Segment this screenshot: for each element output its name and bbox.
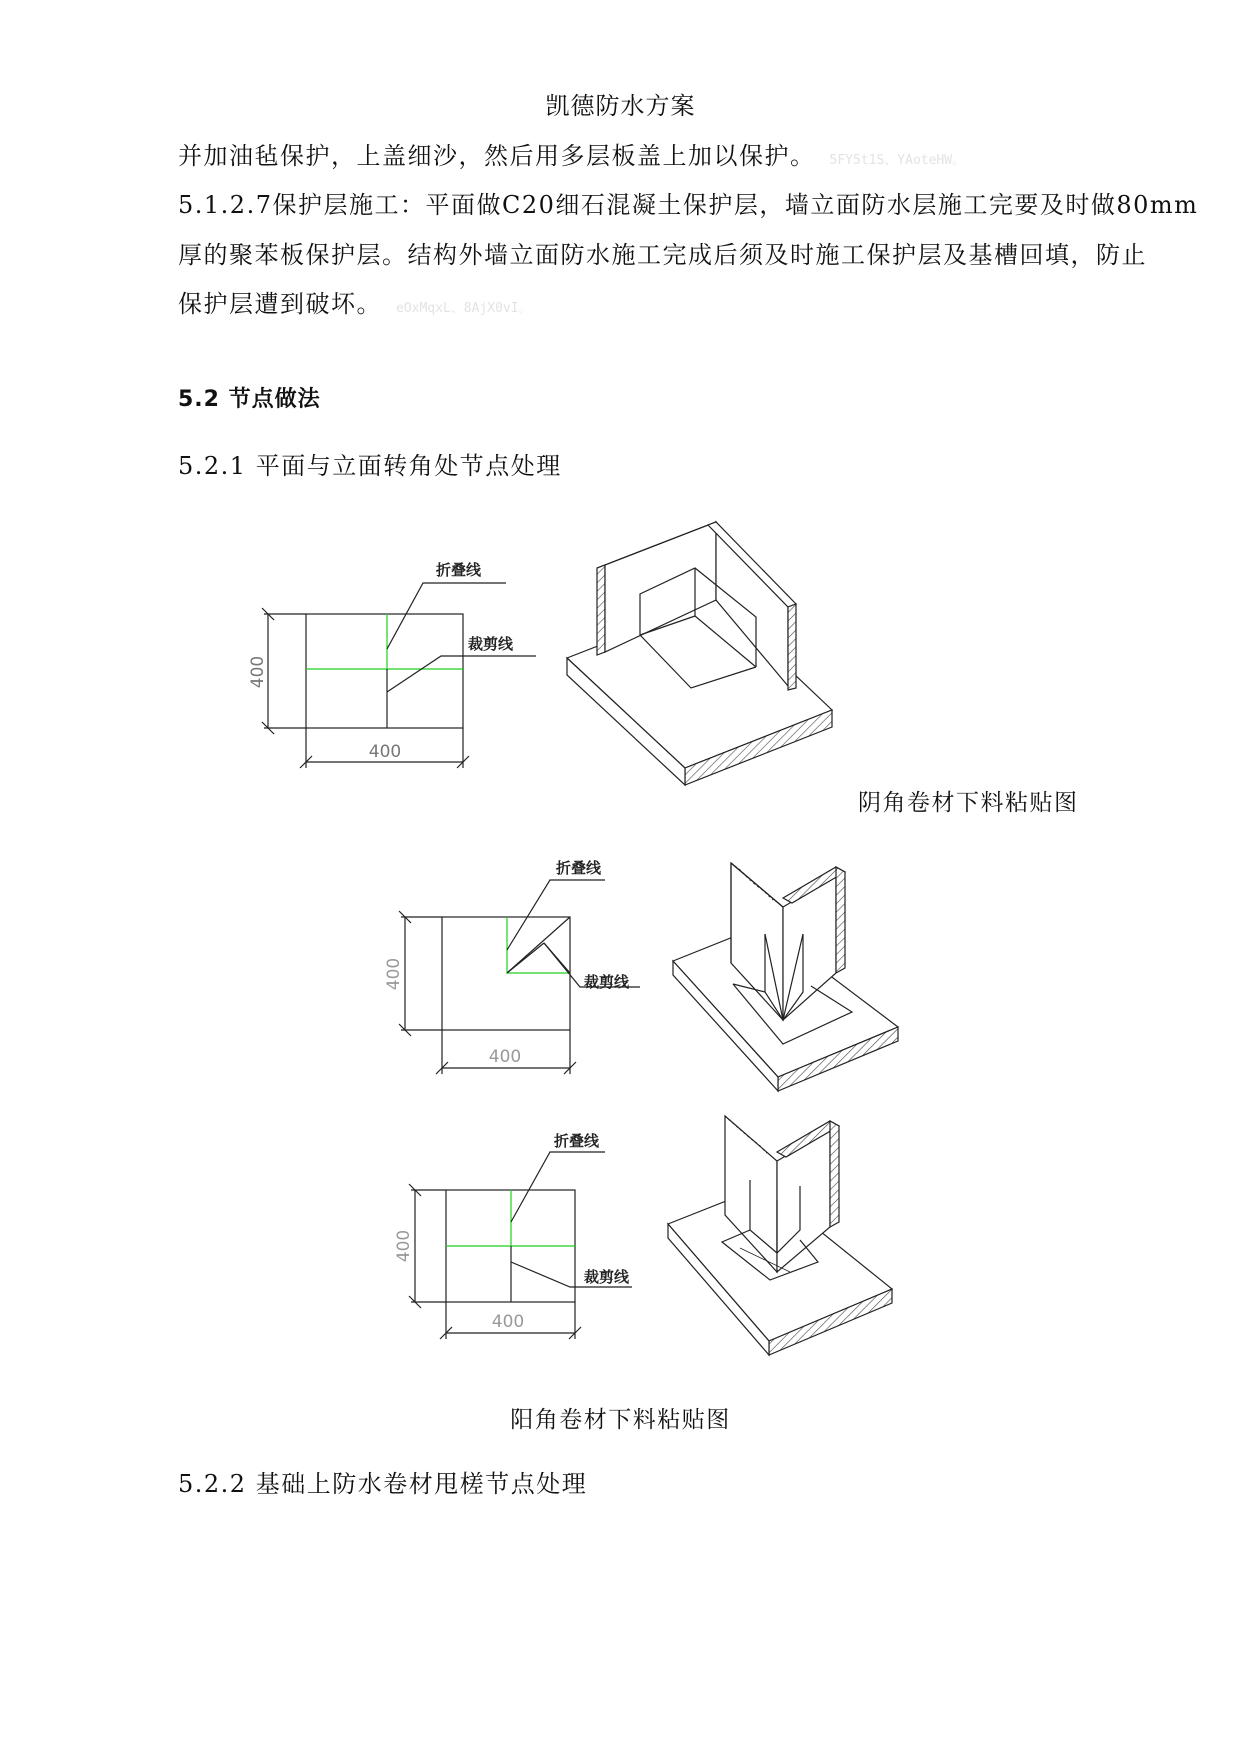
fold-line-label: 折叠线 bbox=[436, 561, 482, 579]
paragraph-line: 保护层遭到破坏。 eOxMqxL、8AjX0vI。 bbox=[178, 290, 532, 318]
paragraph-line: 5.1.2.7保护层施工：平面做C20细石混凝土保护层，墙立面防水层施工完要及时做80mm bbox=[178, 191, 1199, 219]
inner-corner-cut-plan bbox=[262, 583, 536, 768]
fold-line-label: 折叠线 bbox=[556, 859, 602, 877]
watermark-text: 5FY5t1S、YAoteHW。 bbox=[829, 153, 966, 168]
page-header: 凯德防水方案 bbox=[545, 92, 696, 120]
cut-line-label: 裁剪线 bbox=[584, 1268, 630, 1286]
dimension-label: 400 bbox=[491, 1312, 525, 1332]
outer-corner-isometric-a bbox=[673, 863, 898, 1091]
dimension-label: 400 bbox=[488, 1047, 522, 1067]
subsection-heading: 5.2.1 平面与立面转角处节点处理 bbox=[178, 452, 562, 480]
paragraph-line: 并加油毡保护，上盖细沙，然后用多层板盖上加以保护。 5FY5t1S、YAoteHW。 bbox=[178, 142, 966, 170]
figure-caption-outer-corner: 阳角卷材下料粘贴图 bbox=[510, 1407, 731, 1433]
dimension-label: 400 bbox=[248, 655, 268, 689]
outer-corner-cut-plan-b bbox=[409, 1152, 632, 1339]
outer-corner-isometric-b bbox=[668, 1116, 892, 1355]
paragraph-line: 厚的聚苯板保护层。结构外墙立面防水施工完成后须及时施工保护层及基槽回填，防止 bbox=[178, 241, 1147, 269]
dimension-label: 400 bbox=[368, 742, 402, 762]
subsection-heading: 5.2.2 基础上防水卷材甩槎节点处理 bbox=[178, 1470, 588, 1498]
watermark-text: eOxMqxL、8AjX0vI。 bbox=[396, 301, 532, 316]
figure-caption-inner-corner: 阴角卷材下料粘贴图 bbox=[858, 790, 1079, 816]
dimension-label: 400 bbox=[384, 957, 404, 991]
fold-line-label: 折叠线 bbox=[554, 1132, 600, 1150]
cut-line-label: 裁剪线 bbox=[468, 635, 514, 653]
inner-corner-isometric bbox=[567, 522, 832, 785]
section-heading: 5.2 节点做法 bbox=[178, 387, 321, 412]
cut-line-label: 裁剪线 bbox=[584, 973, 630, 991]
dimension-label: 400 bbox=[394, 1229, 414, 1263]
